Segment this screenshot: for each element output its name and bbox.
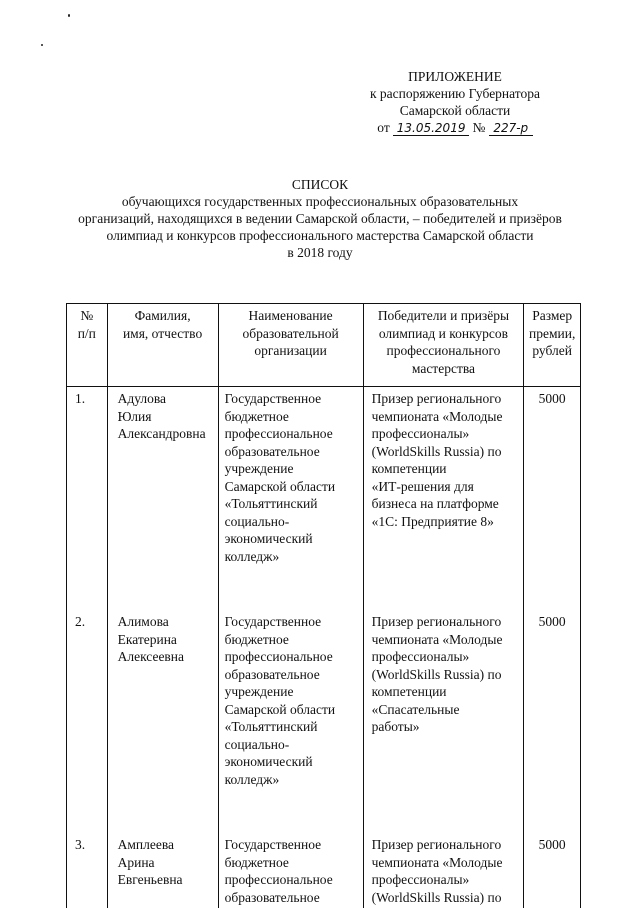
org-line: Самарской области [224, 701, 336, 717]
org-line: колледж» [224, 771, 280, 787]
header-text: рублей [532, 343, 572, 358]
award [363, 610, 524, 790]
name-line: Екатерина [117, 631, 177, 647]
name-line: Юлия [117, 408, 152, 424]
spacer-cell [524, 790, 581, 833]
organization [218, 833, 363, 908]
org-line: Государственное [224, 837, 322, 852]
prize-amount: 5000 [524, 610, 581, 790]
table-row [67, 610, 581, 790]
name-line: Амплеева [117, 837, 175, 852]
award-line: компетенции [371, 684, 447, 699]
award-line: профессионалы» [371, 649, 470, 664]
handwritten-number: 227-р [489, 121, 533, 136]
spacer-cell [107, 567, 218, 610]
org-line: учреждение [224, 684, 294, 699]
header-text: профессионального [386, 343, 501, 358]
row-num: 2. [67, 610, 108, 790]
name-line: Евгеньевна [117, 872, 183, 887]
header-text: № [80, 308, 94, 323]
name-line: Арина [117, 854, 155, 870]
table-header-row [67, 304, 581, 387]
award-line: чемпионата «Молодые [371, 631, 503, 647]
student-name [107, 833, 218, 908]
header-org [218, 304, 363, 387]
header-num [67, 304, 108, 387]
header-text: организации [254, 343, 327, 358]
list-subtitle-line: в 2018 году [287, 245, 353, 260]
org-line: социально- [224, 513, 290, 529]
org-line: профессиональное [224, 426, 333, 441]
award-line: профессионалы» [371, 426, 470, 441]
org-line: Государственное [224, 391, 322, 406]
table-row [67, 833, 581, 908]
organization [218, 610, 363, 790]
table-row [67, 387, 581, 568]
winners-table [66, 303, 581, 908]
org-line: «Тольяттинский [224, 719, 318, 734]
scan-speck [41, 44, 43, 46]
award-line: «1С: Предприятие 8» [371, 513, 494, 529]
row-num: 1. [67, 387, 108, 568]
header-text: образовательной [242, 325, 339, 341]
award-line: «ИТ-решения для [371, 478, 474, 494]
header-text: Наименование [248, 308, 333, 323]
handwritten-date: 13.05.2019 [393, 121, 469, 136]
header-name [107, 304, 218, 387]
spacer-cell [67, 567, 108, 610]
list-heading [40, 176, 600, 261]
header-text: Фамилия, [134, 308, 191, 323]
org-line: экономический [224, 754, 313, 769]
org-line: профессиональное [224, 649, 333, 664]
list-subtitle-line: обучающихся государственных профессиональных образовательных [121, 194, 519, 209]
award-line: работы» [371, 719, 420, 734]
row-spacer [67, 567, 581, 610]
spacer-cell [67, 790, 108, 833]
org-line: учреждение [224, 461, 294, 476]
org-line: образовательное [224, 666, 320, 682]
name-line: Алимова [117, 614, 169, 629]
award-line: Призер регионального [371, 614, 502, 629]
award [363, 387, 524, 568]
organization [218, 387, 363, 568]
org-line: экономический [224, 531, 313, 546]
award-line: компетенции [371, 461, 447, 476]
header-text: премии, [528, 325, 576, 341]
org-line: бюджетное [224, 408, 289, 424]
spacer-cell [107, 790, 218, 833]
scan-speck [68, 14, 70, 17]
award-line: чемпионата «Молодые [371, 408, 503, 424]
name-line: Алексеевна [117, 649, 185, 664]
org-line: образовательное [224, 889, 320, 905]
list-subtitle-line: олимпиад и конкурсов профессионального мастерства Самарской области [106, 228, 534, 243]
row-num: 3. [67, 833, 108, 908]
spacer-cell [363, 790, 524, 833]
org-line: профессиональное [224, 872, 333, 887]
appendix-line: Самарской области [399, 103, 511, 118]
name-line: Адулова [117, 391, 167, 406]
award-line: Призер регионального [371, 391, 502, 406]
award-line: (WorldSkills Russia) по [371, 443, 502, 459]
header-text: Размер [532, 308, 573, 323]
prize-amount: 5000 [524, 833, 581, 908]
number-prefix: № [472, 120, 486, 135]
org-line: образовательное [224, 443, 320, 459]
header-text: имя, отчество [122, 325, 203, 341]
award [363, 833, 524, 908]
appendix-block [330, 68, 580, 136]
header-text: олимпиад и конкурсов [378, 325, 509, 341]
award-line: (WorldSkills Russia) по [371, 666, 502, 682]
header-text: мастерства [411, 360, 476, 376]
name-line: Александровна [117, 426, 206, 441]
org-line: «Тольяттинский [224, 496, 318, 511]
appendix-title: ПРИЛОЖЕНИЕ [408, 69, 502, 84]
org-line: социально- [224, 736, 290, 752]
org-line: бюджетное [224, 631, 289, 647]
header-text: п/п [77, 325, 96, 341]
spacer-cell [363, 567, 524, 610]
prize-amount: 5000 [524, 387, 581, 568]
spacer-cell [218, 567, 363, 610]
list-subtitle-line: организаций, находящихся в ведении Самарской области, – победителей и призёров [78, 211, 562, 226]
header-text: Победители и призёры [377, 308, 510, 323]
award-line: бизнеса на платформе [371, 496, 499, 511]
spacer-cell [218, 790, 363, 833]
list-title: СПИСОК [291, 177, 349, 192]
header-prize [524, 304, 581, 387]
appendix-line: к распоряжению Губернатора [369, 86, 541, 101]
spacer-cell [524, 567, 581, 610]
award-line: профессионалы» [371, 872, 470, 887]
award-line: (WorldSkills Russia) по [371, 889, 502, 905]
row-spacer [67, 790, 581, 833]
org-line: бюджетное [224, 854, 289, 870]
award-line: «Спасательные [371, 701, 460, 717]
award-line: Призер регионального [371, 837, 502, 852]
header-award [363, 304, 524, 387]
student-name [107, 387, 218, 568]
student-name [107, 610, 218, 790]
appendix-date-number [330, 119, 580, 136]
date-prefix: от [377, 120, 390, 135]
org-line: Государственное [224, 614, 322, 629]
org-line: Самарской области [224, 478, 336, 494]
award-line: чемпионата «Молодые [371, 854, 503, 870]
org-line: колледж» [224, 548, 280, 564]
